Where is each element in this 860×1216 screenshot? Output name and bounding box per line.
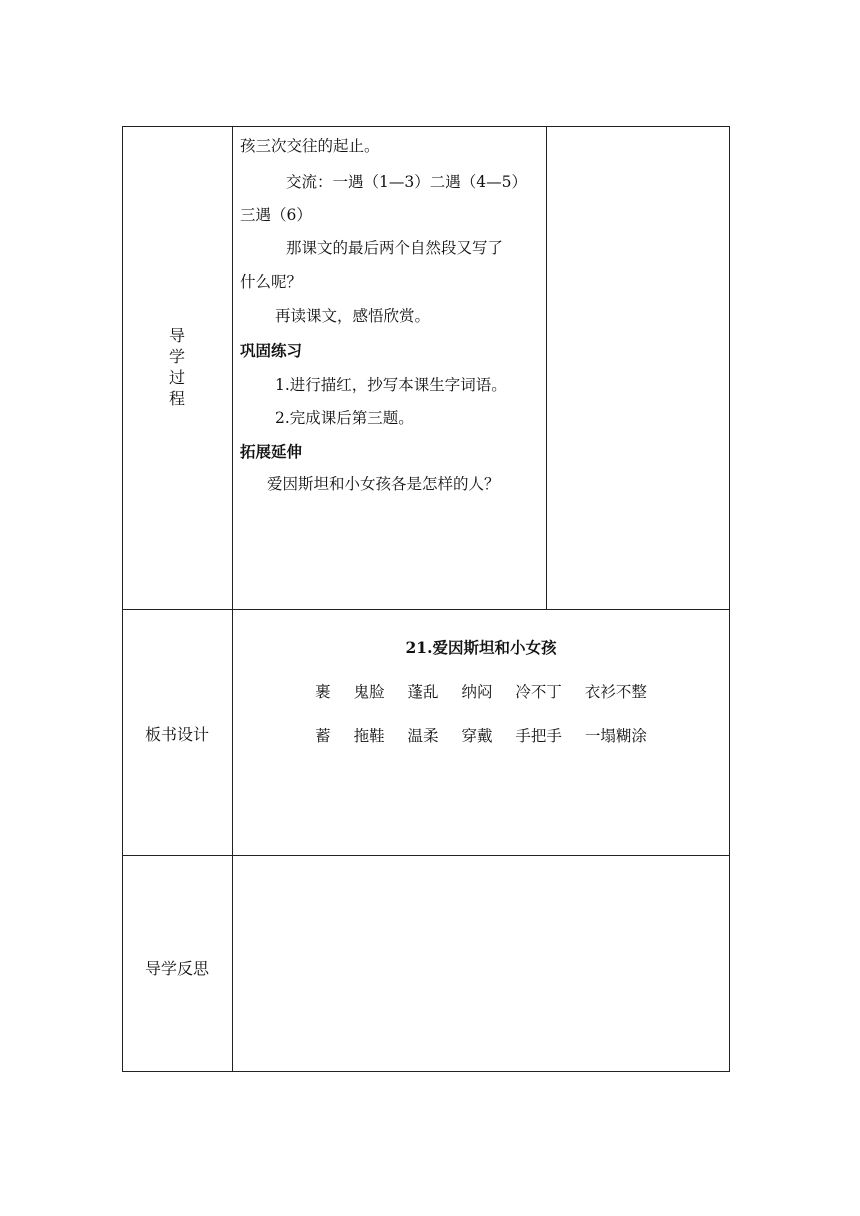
process-line: 孩三次交往的起止。 bbox=[240, 137, 380, 155]
board-label: 板书设计 bbox=[144, 725, 209, 744]
extend-text: 爱因斯坦和小女孩各是怎样的人？ bbox=[267, 475, 500, 493]
consolidate-heading: 巩固练习 bbox=[240, 342, 303, 360]
board-word-row bbox=[232, 724, 730, 746]
board-word-row bbox=[232, 680, 730, 702]
board-word: 拖鞋 bbox=[353, 727, 385, 745]
board-word: 蓄 bbox=[315, 727, 331, 745]
board-word: 手把手 bbox=[515, 727, 562, 745]
column-divider-notes bbox=[546, 126, 547, 609]
process-line: 什么呢？ bbox=[240, 273, 303, 291]
board-word: 温柔 bbox=[407, 727, 439, 745]
board-word: 纳闷 bbox=[461, 683, 493, 701]
process-label-char: 过 bbox=[168, 368, 185, 387]
board-word: 冷不丁 bbox=[515, 683, 562, 701]
board-word: 裹 bbox=[315, 683, 331, 701]
process-line: 三遇（6） bbox=[240, 206, 312, 224]
consolidate-item: 1.进行描红，抄写本课生字词语。 bbox=[275, 376, 507, 394]
board-word: 衣衫不整 bbox=[584, 683, 647, 701]
row-divider bbox=[122, 855, 730, 856]
board-word: 一塌糊涂 bbox=[584, 727, 647, 745]
consolidate-item: 2.完成课后第三题。 bbox=[275, 409, 414, 427]
process-line: 那课文的最后两个自然段又写了 bbox=[286, 239, 504, 257]
board-word: 穿戴 bbox=[461, 727, 493, 745]
process-line: 再读课文，感悟欣赏。 bbox=[275, 307, 431, 325]
extend-heading: 拓展延伸 bbox=[240, 443, 303, 461]
board-word: 鬼脸 bbox=[353, 683, 385, 701]
lesson-table bbox=[122, 126, 730, 1072]
process-label-char: 程 bbox=[168, 389, 185, 408]
board-word: 蓬乱 bbox=[407, 683, 439, 701]
process-label bbox=[122, 325, 232, 409]
column-divider bbox=[232, 126, 233, 1072]
reflection-label: 导学反思 bbox=[144, 959, 209, 978]
process-line: 交流：一遇（1—3）二遇（4—5） bbox=[286, 173, 527, 191]
row-divider bbox=[122, 609, 730, 610]
process-label-char: 学 bbox=[168, 347, 185, 366]
process-label-char: 导 bbox=[168, 326, 185, 345]
board-title: 21.爱因斯坦和小女孩 bbox=[405, 638, 557, 657]
